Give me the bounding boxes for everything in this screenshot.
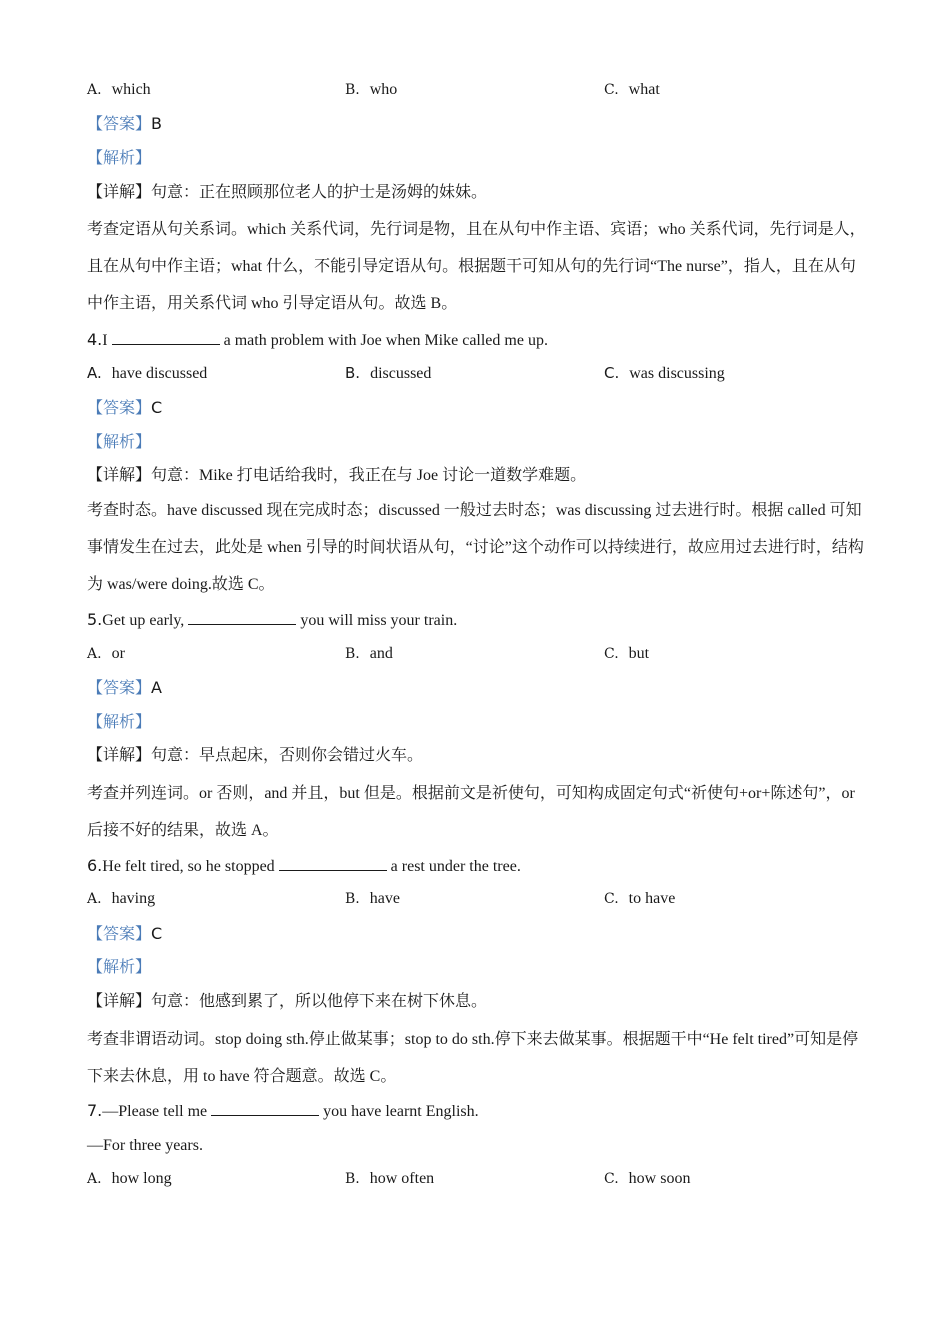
- q5-option-a: A. or: [87, 645, 125, 662]
- q6-answer: 【答案】C: [87, 924, 163, 943]
- q6-analysis-label: 【解析】: [87, 959, 152, 976]
- q3-detail: 【详解】句意：正在照顾那位老人的护士是汤姆的妹妹。: [87, 184, 488, 201]
- q6-options: [87, 890, 867, 912]
- q4-option-c: C. was discussing: [604, 364, 725, 382]
- q5-option-b: B. and: [345, 645, 393, 662]
- q5-blank: [188, 610, 296, 625]
- q5-answer: 【答案】A: [87, 678, 162, 697]
- q7-option-b: B. how often: [345, 1170, 435, 1187]
- q6-detail: 【详解】句意：他感到累了，所以他停下来在树下休息。: [87, 993, 488, 1010]
- q4-option-b: B. discussed: [345, 364, 432, 382]
- q4-stem: 4.I a math problem with Joe when Mike called me up.: [87, 330, 548, 349]
- q5-options: [87, 645, 867, 667]
- q5-detail: 【详解】句意：早点起床，否则你会错过火车。: [87, 747, 424, 764]
- q5-analysis-label: 【解析】: [87, 714, 152, 731]
- q4-explanation: 考查时态。have discussed 现在完成时态；discussed 一般过去时态；was discussing 过去进行时。根据 called 可知事情发生在过去，此处是 when 引导的时间状语从句，“讨论”这个动作可以持续进行，故应用过去进行时，结构为 was/were doing.故选 C。: [87, 502, 864, 593]
- q3-option-c: C. what: [604, 81, 660, 98]
- q3-answer: 【答案】B: [87, 114, 162, 133]
- q6-option-c: C. to have: [604, 890, 676, 907]
- q4-analysis-label: 【解析】: [87, 434, 152, 451]
- q5-option-c: C. but: [604, 645, 650, 662]
- q3-explanation: 考查定语从句关系词。which 关系代词，先行词是物，且在从句中作主语、宾语；who 关系代词，先行词是人，且在从句中作主语；what 什么，不能引导定语从句。根据题干可知从句的先行词“The nurse”，指人，且在从句中作主语，用关系代词 who 引导定语从句。故选 B。: [87, 221, 866, 312]
- q6-stem: 6.He felt tired, so he stopped a rest under the tree.: [87, 856, 521, 875]
- q7-option-c: C. how soon: [604, 1170, 691, 1187]
- q5-explanation: 考查并列连词。or 否则，and 并且，but 但是。根据前文是祈使句，可知构成固定句式“祈使句+or+陈述句”，or 后接不好的结果，故选 A。: [87, 785, 855, 839]
- q4-answer: 【答案】C: [87, 398, 163, 417]
- q7-option-a: A. how long: [87, 1170, 172, 1187]
- q7-stem: 7.—Please tell me you have learnt English.: [87, 1101, 479, 1120]
- q6-option-b: B. have: [345, 890, 400, 907]
- q3-option-b: B. who: [345, 81, 398, 98]
- q5-stem: 5.Get up early, you will miss your train.: [87, 610, 458, 629]
- q3-option-a: A. which: [87, 81, 151, 98]
- q6-blank: [279, 856, 387, 871]
- q7-blank: [211, 1101, 319, 1116]
- q6-option-a: A. having: [87, 890, 156, 907]
- q4-options: [87, 364, 867, 386]
- q4-detail: 【详解】句意：Mike 打电话给我时，我正在与 Joe 讨论一道数学难题。: [87, 467, 587, 484]
- q4-option-a: A. have discussed: [87, 364, 208, 382]
- q6-explanation: 考查非谓语动词。stop doing sth.停止做某事；stop to do sth.停下来去做某事。根据题干中“He felt tired”可知是停下来去休息，用 to have 符合题意。故选 C。: [87, 1031, 859, 1085]
- q7-reply: —For three years.: [87, 1137, 203, 1154]
- q7-options: [87, 1170, 867, 1192]
- q3-analysis-label: 【解析】: [87, 150, 152, 167]
- q4-blank: [112, 330, 220, 345]
- q3-options: [87, 81, 867, 103]
